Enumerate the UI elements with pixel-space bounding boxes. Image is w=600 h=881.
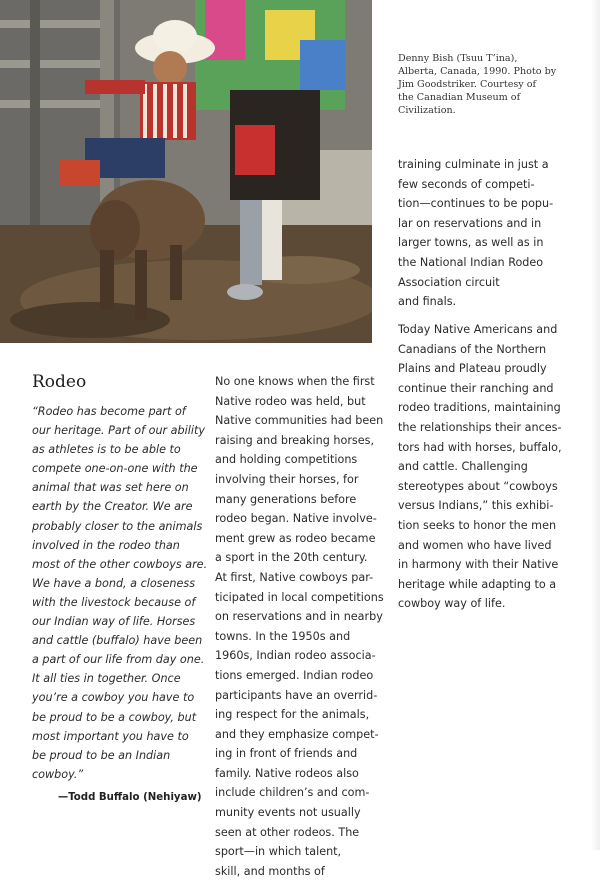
right-column-bottom [398,320,568,614]
middle-column [215,372,384,881]
caption-line: the Canadian Museum of [398,92,521,103]
rodeo-photo [0,0,372,343]
text-line: include children’s and com- [215,786,370,800]
quote-line: you’re a cowboy you have to [32,691,195,705]
text-line: and they emphasize compet- [215,727,379,741]
text-line: training culminate in just a [398,158,549,171]
text-line: Canadians of the Northern [398,342,547,356]
text-line: sport—in which talent, [215,845,342,859]
text-line: Association circuit [398,275,500,289]
text-line: stereotypes about “cowboys [398,479,558,493]
quote-line: with the livestock because of [32,595,196,609]
caption-line: Alberta, Canada, 1990. Photo by [398,66,557,77]
text-line: tions emerged. Indian rodeo [215,668,374,682]
text-line: ing in front of friends and [215,747,358,761]
text-line: seen at other rodeos. The [215,825,360,839]
text-line: and cattle. Challenging [398,460,528,474]
text-line: Native communities had been [215,414,384,428]
text-line: lar on reservations and in [398,216,542,230]
text-line: many generations before [215,492,357,506]
text-line: the relationships their ances- [398,420,562,434]
quote-line: probably closer to the animals [32,519,203,533]
quote-line: We have a bond, a closeness [32,576,196,590]
photo-caption [398,52,576,117]
text-line: continue their ranching and [398,381,554,395]
quote-line: a part of our life from day one. [32,653,205,667]
quote-line: be proud to be an Indian [32,748,171,762]
text-line: cowboy way of life. [398,597,506,611]
quote-line: animal that was set here on [32,481,189,495]
text-line: No one knows when the first [215,375,375,388]
text-line: ticipated in local competitions [215,590,384,604]
text-line: Today Native Americans and [398,323,558,336]
quote-line: most important you have to [32,729,189,743]
text-line: family. Native rodeos also [215,766,359,780]
caption-line: Civilization. [398,105,456,116]
quote-line: be proud to be a cowboy, but [32,710,197,724]
text-line: tion seeks to honor the men [398,518,557,532]
text-line: few seconds of competi- [398,177,535,191]
quote-line: our Indian way of life. Horses [32,615,196,629]
text-line: Plains and Plateau proudly [398,362,547,376]
text-line: towns. In the 1950s and [215,629,351,643]
text-line: ing respect for the animals, [215,708,370,722]
text-line: and women who have lived [398,538,552,552]
text-line: 1960s, Indian rodeo associa- [215,649,376,663]
quote-line: It all ties in together. Once [32,672,181,686]
text-line: participants have an overrid- [215,688,378,702]
quote-line: compete one-on-one with the [32,462,198,476]
text-line: rodeo traditions, maintaining [398,401,561,415]
text-line: in harmony with their Native [398,558,559,572]
quote-line: earth by the Creator. We are [32,500,193,514]
text-line: and finals. [398,295,457,309]
text-line: involving their horses, for [215,472,359,486]
text-line: a sport in the 20th century. [215,551,368,565]
text-line: and holding competitions [215,453,358,467]
quote-attribution: —Todd Buffalo (Nehiyaw) [58,792,202,803]
quote-line: “Rodeo has become part of [32,405,186,418]
text-line: skill, and months of [215,864,325,878]
text-line: ment grew as rodeo became [215,531,376,545]
text-line: raising and breaking horses, [215,433,375,447]
rodeo-photo-illustration [0,0,372,343]
text-line: on reservations and in nearby [215,610,383,624]
text-line: tors had with horses, buffalo, [398,440,562,454]
text-line: rodeo began. Native involve- [215,512,377,526]
quote-block [32,402,208,784]
quote-line: our heritage. Part of our ability [32,424,205,438]
right-column-top [398,155,568,312]
quote-line: involved in the rodeo than [32,538,180,552]
text-line: At first, Native cowboys par- [215,570,374,584]
quote-line: most of the other cowboys are. [32,557,208,571]
quote-line: as athletes is to be able to [32,443,181,457]
caption-line: Jim Goodstriker. Courtesy of [398,79,537,90]
caption-line: Denny Bish (Tsuu T’ina), [398,53,518,64]
text-line: larger towns, as well as in [398,236,544,250]
text-line: tion—continues to be popu- [398,197,554,211]
text-line: Native rodeo was held, but [215,394,366,408]
quote-line: and cattle (buffalo) have been [32,634,203,648]
text-line: the National Indian Rodeo [398,255,544,269]
text-line: versus Indians,” this exhibi- [398,499,554,513]
text-line: heritage while adapting to a [398,577,557,591]
quote-line: cowboy.” [32,767,84,781]
text-line: munity events not usually [215,806,361,820]
page-edge [591,0,600,850]
section-heading: Rodeo [32,372,87,392]
